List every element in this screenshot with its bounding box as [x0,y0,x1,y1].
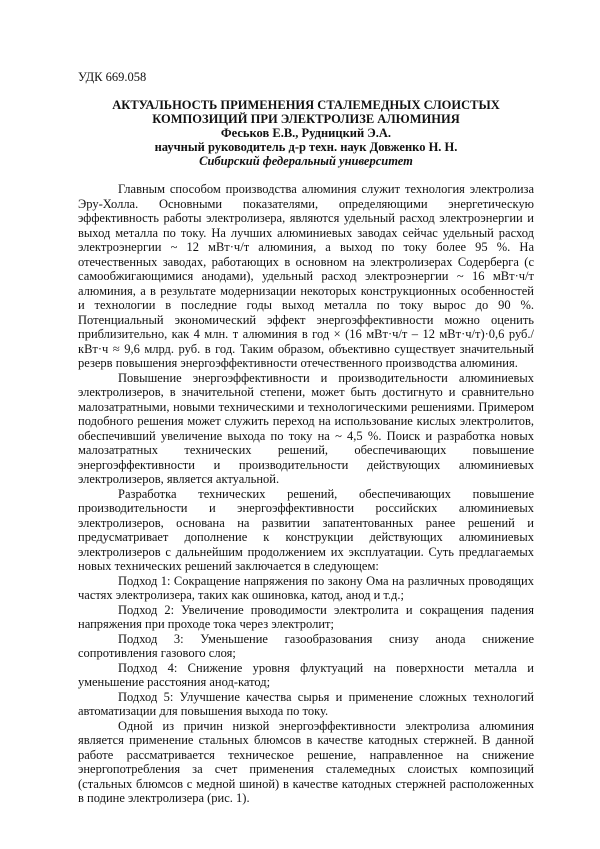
paragraph-approach-4: Подход 4: Снижение уровня флуктуаций на поверхности металла и уменьшение расстояния анод-катод; [78,660,534,689]
paper-header [78,98,534,168]
paragraph-energy-efficiency: Повышение энергоэффективности и производительности алюминиевых электролизеров, в значительной степени, может быть достигнуто и сравнительно малозатратными, новыми техническими и технологическими решениями. Примером подобного решения может служить переход на использование кислых электролитов, обеспечивший увеличение выхода по току на ~ 4,5 %. Поиск и разработка новых малозатратных технических решений, обеспечивающих повышение энергоэффективности и производительности действующих алюминиевых электролизеров, является актуальной. [78,370,534,486]
paper-affiliation: Сибирский федеральный университет [199,154,413,168]
paper-title-line-1: АКТУАЛЬНОСТЬ ПРИМЕНЕНИЯ СТАЛЕМЕДНЫХ СЛОИСТЫХ [112,98,500,112]
paragraph-cathode-rods: Одной из причин низкой энергоэффективности электролиза алюминия является применение стальных блюмсов в качестве катодных стержней. В данной работе рассматривается техническое решение, направленное на снижение энергопотребления за счет применения сталемедных слоистых композиций (стальных блюмсов с медной шиной) в качестве катодных стержней расположенных в подине электролизера (рис. 1). [78,718,534,805]
paragraph-intro: Главным способом производства алюминия служит технология электролиза Эру-Холла. Основными показателями, определяющими энергетическую эффективность работы электролизера, являются удельный расход электроэнергии и выход металла по току. На лучших алюминиевых заводах сейчас удельный расход электроэнергии ~ 12 мВт·ч/т алюминия, а выход по току более 95 %. На отечественных заводах, работающих в основном на электролизерах Содерберга (с самообжигающимися анодами), удельный расход электроэнергии ~ 16 мВт·ч/т алюминия, а в результате модернизации некоторых конструкционных особенностей и технологии в последние годы выход металла по току вырос до 90 %. Потенциальный экономический эффект энергоэффективности можно оценить приблизительно, как 4 млн. т алюминия в год × (16 мВт·ч/т – 12 мВт·ч/т)·0,6 руб./кВт·ч ≈ 9,6 млрд. руб. в год. Таким образом, объективно существует значительный резерв повышения энергоэффективности отечественного производства алюминия. [78,182,534,370]
paper-body [78,182,534,806]
paragraph-approach-2: Подход 2: Увеличение проводимости электролита и сокращения падения напряжения при проходе тока через электролит; [78,602,534,631]
paragraph-approach-3: Подход 3: Уменьшение газообразования снизу анода снижение сопротивления газового слоя; [78,631,534,660]
paper-supervisor: научный руководитель д-р техн. наук Довженко Н. Н. [154,140,458,154]
paper-title-line-2: КОМПОЗИЦИЙ ПРИ ЭЛЕКТРОЛИЗЕ АЛЮМИНИЯ [152,112,460,126]
paragraph-development: Разработка технических решений, обеспечивающих повышение производительности и энергоэффективности российских алюминиевых электролизеров, основана на развитии запатентованных ранее решений и предусматривает дополнение к конструкции действующих алюминиевых электролизеров с дальнейшим продолжением их эксплуатации. Суть предлагаемых новых технических решений заключается в следующем: [78,486,534,573]
paper-authors: Феськов Е.В., Рудницкий Э.А. [220,126,392,140]
paragraph-approach-1: Подход 1: Сокращение напряжения по закону Ома на различных проводящих частях электролизера, таких как ошиновка, катод, анод и т.д.; [78,573,534,602]
udk-code: УДК 669.058 [78,70,147,84]
paragraph-approach-5: Подход 5: Улучшение качества сырья и применение сложных технологий автоматизации для повышения выхода по току. [78,689,534,718]
